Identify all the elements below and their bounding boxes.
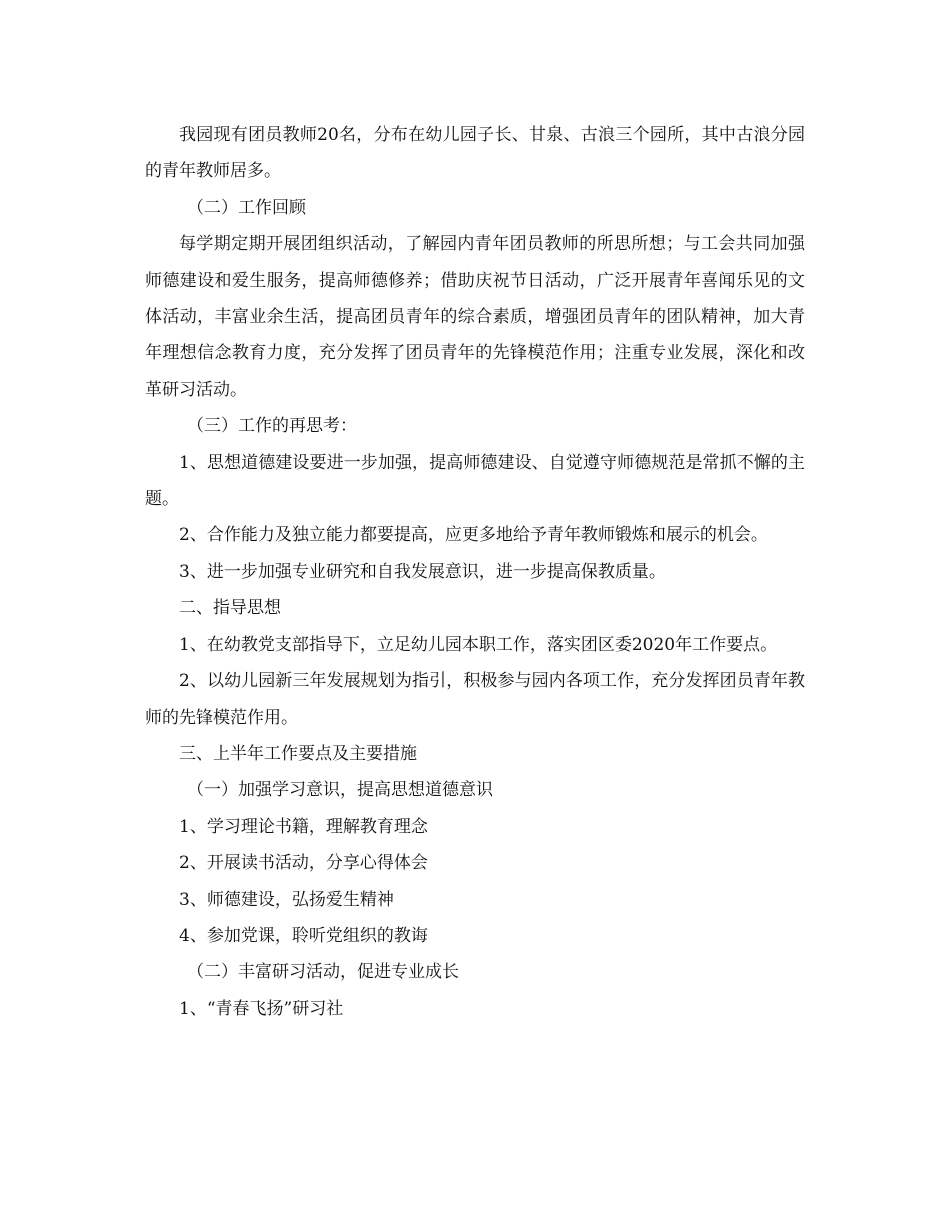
heading-rethinking: （三）工作的再思考： [187, 416, 357, 437]
heading-study-awareness: （一）加强学习意识，提高思想道德意识 [187, 780, 493, 801]
paragraph-work-review: 每学期定期开展团组织活动，了解园内青年团员教师的所思所想；与工会共同加强师德建设和爱生服务，提高师德修养；借助庆祝节日活动，广泛开展青年喜闻乐见的文体活动，丰富业余生活，提高团员青年的综合素质，增强团员青年的团队精神，加大青年理想信念教育力度，充分发挥了团员青年的先锋模范作用；注重专业发展，深化和改革研习活动。 [145, 234, 805, 400]
paragraph-guiding-1: 1、在幼教党支部指导下，立足幼儿园本职工作，落实团区委2020年工作要点。 [179, 634, 778, 655]
paragraph-guiding-2: 2、以幼儿园新三年发展规划为指引，积极参与园内各项工作，充分发挥团员青年教师的先锋模范作用。 [145, 671, 805, 728]
document-body [145, 117, 805, 1027]
paragraph-rethinking-1: 1、思想道德建设要进一步加强，提高师德建设、自觉遵守师德规范是常抓不懈的主题。 [145, 452, 805, 510]
list-item-study-4: 4、参加党课，聆听党组织的教诲 [179, 925, 428, 946]
paragraph-staff-overview: 我园现有团员教师20名，分布在幼儿园子长、甘泉、古浪三个园所，其中古浪分园的青年教师居多。 [145, 125, 805, 182]
heading-guiding-ideology: 二、指导思想 [179, 598, 281, 619]
list-item-study-3: 3、师德建设，弘扬爱生精神 [179, 889, 394, 910]
heading-research-activities: （二）丰富研习活动，促进专业成长 [187, 962, 459, 983]
heading-work-review: （二）工作回顾 [187, 197, 306, 218]
list-item-research-1: 1、“青春飞扬”研习社 [179, 998, 344, 1019]
list-item-study-1: 1、学习理论书籍，理解教育理念 [179, 816, 428, 837]
paragraph-rethinking-3: 3、进一步加强专业研究和自我发展意识，进一步提高保教质量。 [179, 561, 666, 582]
paragraph-rethinking-2: 2、合作能力及独立能力都要提高，应更多地给予青年教师锻炼和展示的机会。 [179, 525, 768, 546]
list-item-study-2: 2、开展读书活动，分享心得体会 [179, 853, 428, 874]
heading-first-half-plan: 三、上半年工作要点及主要措施 [179, 743, 417, 764]
